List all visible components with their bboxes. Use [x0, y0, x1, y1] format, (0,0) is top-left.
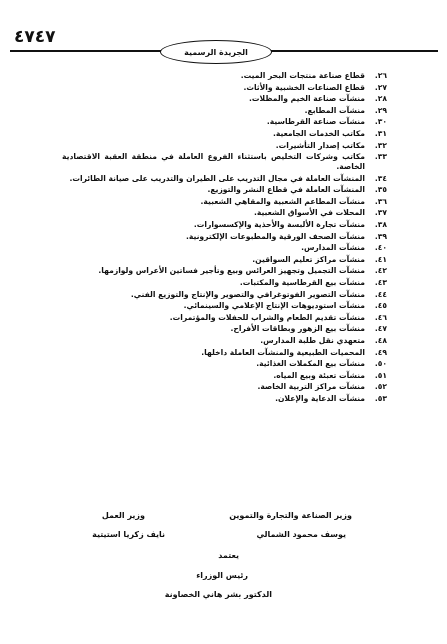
list-item-text: منشآت الدعاية والإعلان. — [275, 393, 365, 403]
list-item — [62, 232, 387, 243]
list-item-text: منشآت تجارة الألبسة والأحذية والإكسسوارات. — [193, 220, 365, 230]
list-item-number: ٣٤. — [374, 173, 387, 183]
list-item-number: ٤١. — [374, 254, 387, 264]
list-item-text: متعهدي نقل طلبة المدارس. — [260, 335, 365, 345]
list-item-text: قطاع الصناعات الخشبية والأثاث. — [243, 82, 365, 92]
list-item — [62, 348, 387, 359]
list-item — [62, 117, 387, 128]
list-item-number: ٣٥. — [374, 185, 387, 195]
list-item — [62, 243, 387, 254]
list-item — [62, 313, 387, 324]
list-item-text: منشآت المدارس. — [301, 243, 365, 253]
list-item-text: منشآت بيع القرطاسية والمكتبات. — [239, 278, 365, 287]
list-item — [62, 185, 387, 196]
list-item-number: ٢٨. — [374, 94, 387, 104]
list-item — [62, 71, 387, 82]
list-item-number: ٤٠. — [374, 243, 387, 253]
list-item — [62, 255, 387, 266]
list-item-text: منشآت التجميل وتجهيز العرائس وبيع وتأجير فساتين الأعراس ولوازمها. — [98, 266, 365, 276]
prime-minister-name: الدكتور بشر هاني الخصاونة — [164, 590, 272, 599]
list-item-number: ٤٥. — [374, 301, 387, 311]
list-item — [62, 336, 387, 347]
labor-minister-name: نايف زكريا استيتية — [92, 530, 165, 539]
list-item-text: منشآت الصحف الورقية والمطبوعات الإلكترونية. — [185, 231, 365, 241]
list-item — [62, 197, 387, 208]
list-item — [62, 301, 387, 312]
page-number: ٤٧٤٧ — [14, 27, 56, 47]
list-item-text: منشآت المطابع. — [304, 105, 365, 115]
list-item-number: ٣١. — [374, 128, 387, 138]
list-item — [62, 220, 387, 231]
list-item-text: مكاتب إصدار التأشيرات. — [275, 140, 365, 150]
masthead-title: الجريدة الرسمية — [184, 47, 248, 57]
list-item — [62, 382, 387, 393]
labor-minister-title: وزير العمل — [101, 511, 145, 520]
list-item-number: ٤٢. — [374, 266, 387, 276]
list-item-number: ٥٠. — [374, 359, 387, 369]
list-item — [62, 83, 387, 94]
list-item-text: منشآت بيع المكملات الغذائية. — [256, 359, 365, 369]
list-item-text: منشآت صناعة القرطاسية. — [266, 117, 365, 127]
list-item-text: المنشآت العاملة في مجال التدريب على الطيران والتدريب على صيانة الطائرات. — [69, 173, 365, 183]
list-item — [62, 359, 387, 370]
list-item-text: المحلات في الأسواق الشعبية. — [253, 208, 365, 218]
list-item-text: مكاتب الخدمات الجامعية. — [272, 128, 365, 138]
list-item-number: ٤٣. — [374, 278, 387, 287]
list-item-text: مكاتب وشركات التخليص باستثناء الفروع العاملة في منطقة العقبة الاقتصادية الخاصة. — [62, 152, 365, 172]
list-item-number: ٢٦. — [374, 71, 387, 80]
list-item — [62, 208, 387, 219]
list-item-number: ٣٣. — [374, 152, 387, 162]
list-item — [62, 290, 387, 301]
industry-minister-name: يوسف محمود الشمالي — [256, 530, 346, 539]
list-item — [62, 94, 387, 105]
list-item — [62, 152, 387, 172]
list-item-text: منشآت المطاعم الشعبية والمقاهي الشعبية. — [200, 196, 365, 206]
list-item-number: ٤٤. — [374, 289, 387, 299]
list-item-text: منشآت مراكز التربية الخاصة. — [257, 382, 365, 392]
list-item — [62, 266, 387, 277]
list-item-text: منشآت مراكز تعليم السواقين. — [252, 254, 365, 264]
list-item-number: ٣٩. — [374, 231, 387, 241]
list-item-text: منشآت تعبئة وبيع المياه. — [273, 370, 365, 380]
list-item-number: ٥٣. — [374, 393, 387, 403]
list-item — [62, 371, 387, 382]
list-item-text: المنشآت العاملة في قطاع النشر والتوزيع. — [207, 185, 365, 195]
list-item-number: ٢٩. — [374, 105, 387, 115]
list-item — [62, 324, 387, 335]
list-item-number: ٣٢. — [374, 140, 387, 150]
list-item-number: ٤٦. — [374, 312, 387, 322]
list-item — [62, 278, 387, 289]
list-item-text: منشآت التصوير الفوتوغرافي والتصوير والإنتاج والتوزيع الفني. — [130, 289, 365, 299]
list-item-number: ٥١. — [374, 370, 387, 380]
list-item-number: ٣٧. — [374, 208, 387, 218]
list-item-number: ٣٦. — [374, 196, 387, 206]
list-item-number: ٣٠. — [374, 117, 387, 127]
list-item-number: ٤٧. — [374, 324, 387, 334]
list-item-text: منشآت تقديم الطعام والشراب للحفلات والمؤتمرات. — [169, 312, 365, 322]
list-item-number: ٥٢. — [374, 382, 387, 392]
list-item-number: ٢٧. — [374, 82, 387, 92]
list-item-text: منشآت استوديوهات الإنتاج الإعلامي والسينمائي. — [183, 301, 365, 311]
list-item-number: ٤٩. — [374, 347, 387, 357]
approval-label: يعتمد — [218, 551, 239, 560]
prime-minister-title: رئيس الوزراء — [196, 571, 248, 580]
list-item-number: ٣٨. — [374, 220, 387, 230]
masthead-oval — [160, 40, 272, 64]
list-item — [62, 141, 387, 152]
list-item — [62, 174, 387, 185]
list-item — [62, 129, 387, 140]
industry-minister-title: وزير الصناعة والتجارة والتموين — [229, 511, 352, 520]
list-item-text: المحميات الطبيعية والمنشآت العاملة داخلها. — [201, 347, 365, 357]
list-item-text: قطاع صناعة منتجات البحر الميت. — [240, 71, 365, 80]
list-item-number: ٤٨. — [374, 335, 387, 345]
list-item — [62, 394, 387, 405]
list-item-text: منشآت صناعة الخيم والمظلات. — [249, 94, 365, 104]
list-item-text: منشآت بيع الزهور وبطاقات الأفراح. — [230, 324, 365, 334]
sector-list — [62, 71, 387, 406]
list-item — [62, 106, 387, 117]
